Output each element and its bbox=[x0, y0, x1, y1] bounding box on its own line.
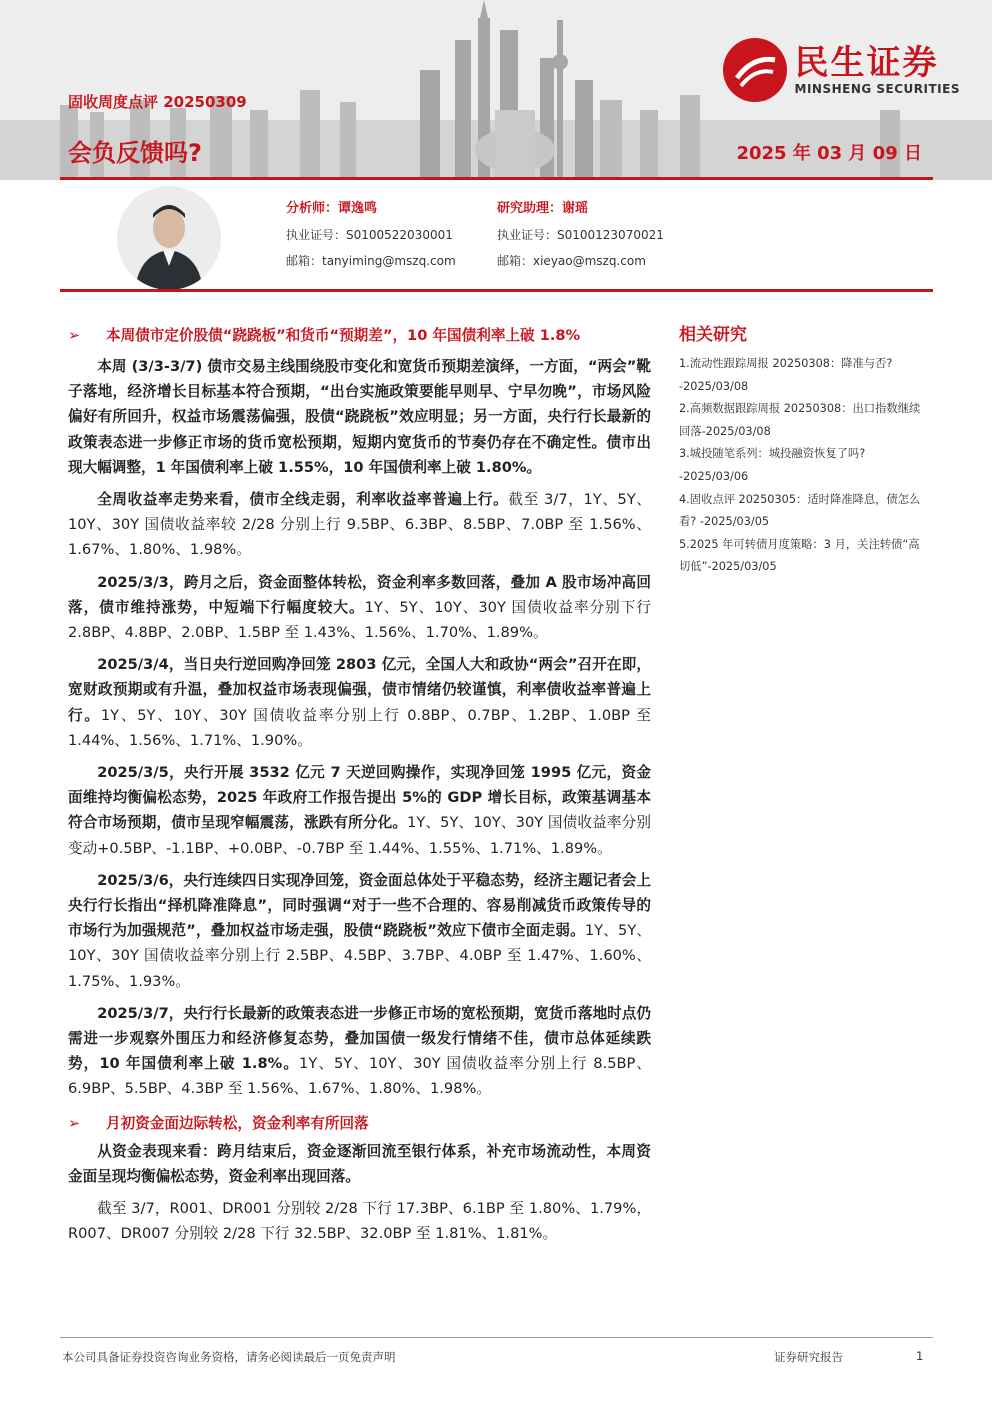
paragraph: 全周收益率走势来看，债市全线走弱，利率收益率普遍上行。截至 3/7，1Y、5Y、10Y、30Y 国债收益率较 2/28 分别上行 9.5BP、6.3BP、8.5BP、7.0BP 至 1.56%、1.67%、1.80%、1.98%。 bbox=[68, 491, 651, 559]
analyst-name: 分析师：谭逸鸣 bbox=[286, 201, 378, 216]
analyst-email: 邮箱：tanyiming@mszq.com bbox=[286, 254, 456, 268]
paragraph: 从资金表现来看：跨月结束后，资金逐渐回流至银行体系，补充市场流动性，本周资金面呈现均衡偏松态势，资金利率出现回落。 bbox=[68, 1142, 651, 1185]
paragraph: 2025/3/4，当日央行逆回购净回笼 2803 亿元，全国人大和政协“两会”召开在即，宽财政预期或有升温，叠加权益市场表现偏强，债市情绪仍较谨慎，利率债收益率普遍上行。1Y、5Y、10Y、30Y 国债收益率分别上行 0.8BP、0.7BP、1.2BP、1.0BP 至 1.44%、1.56%、1.71%、1.90%。 bbox=[68, 656, 651, 749]
main-content bbox=[68, 318, 651, 1254]
related-research-sidebar bbox=[679, 320, 929, 579]
arrow-icon: ➢ bbox=[68, 327, 81, 345]
assistant-email: 邮箱：xieyao@mszq.com bbox=[497, 254, 646, 268]
logo-chinese-name: 民生证券 bbox=[794, 43, 939, 83]
analyst-info-2 bbox=[497, 196, 664, 274]
analyst-avatar bbox=[117, 186, 221, 290]
report-date: 2025 年 03 月 09 日 bbox=[736, 143, 922, 164]
related-research-item[interactable]: 4.固收点评 20250305：适时降准降息，债怎么看? -2025/03/05 bbox=[679, 492, 921, 529]
paragraph: 2025/3/6，央行连续四日实现净回笼，资金面总体处于平稳态势，经济主题记者会上央行行长指出“择机降准降息”，同时强调“对于一些不合理的、容易削减货币政策传导的市场行为加强规范”，叠加权益市场走强，股债“跷跷板”效应下债市全面走弱。1Y、5Y、10Y、30Y 国债收益率分别上行 2.5BP、4.5BP、3.7BP、4.0BP 至 1.47%、1.60%、1.75%、1.93%。 bbox=[68, 871, 652, 990]
section-title: 本周债市定价股债“跷跷板”和货币“预期差”，10 年国债利率上破 1.8% bbox=[106, 327, 581, 345]
related-research-item[interactable]: 5.2025 年可转债月度策略：3 月，关注转债“高切低”-2025/03/05 bbox=[679, 537, 920, 574]
analyst-divider bbox=[60, 289, 933, 292]
section-title: 月初资金面边际转松，资金利率有所回落 bbox=[106, 1115, 369, 1133]
related-research-item[interactable]: 3.城投随笔系列：城投融资恢复了吗? -2025/03/06 bbox=[679, 447, 866, 483]
paragraph: 2025/3/3，跨月之后，资金面整体转松，资金利率多数回落，叠加 A 股市场冲高回落，债市维持涨势，中短端下行幅度较大。1Y、5Y、10Y、30Y 国债收益率分别下行 2.8BP、4.8BP、2.0BP、1.5BP 至 1.43%、1.56%、1.70%、1.89%。 bbox=[68, 573, 651, 642]
minsheng-logo-icon bbox=[723, 38, 787, 102]
assistant-name: 研究助理：谢瑶 bbox=[497, 201, 589, 216]
footer-disclaimer: 本公司具备证券投资咨询业务资格，请务必阅读最后一页免责声明 bbox=[62, 1350, 396, 1364]
paragraph: 2025/3/7，央行行长最新的政策表态进一步修正市场的宽松预期，宽货币落地时点仍需进一步观察外围压力和经济修复态势，叠加国债一级发行情绪不佳，债市总体延续跌势，10 年国债利率上破 1.8%。1Y、5Y、10Y、30Y 国债收益率分别上行 8.5BP、6.9BP、5.5BP、4.3BP 至 1.56%、1.67%、1.80%、1.98%。 bbox=[68, 1004, 651, 1098]
related-research-item[interactable]: 1.流动性跟踪周报 20250308：降准与否? -2025/03/08 bbox=[679, 357, 893, 393]
page-number: 1 bbox=[916, 1349, 924, 1363]
paragraph: 截至 3/7，R001、DR001 分别较 2/28 下行 17.3BP、6.1BP 至 1.80%、1.79%，R007、DR007 分别较 2/28 下行 32.5BP、32.0BP 至 1.81%、1.81%。 bbox=[68, 1200, 651, 1243]
related-research-item[interactable]: 2.高频数据跟踪周报 20250308：出口指数继续回落-2025/03/08 bbox=[679, 402, 921, 438]
report-title: 会负反馈吗? bbox=[68, 139, 202, 167]
company-logo bbox=[723, 38, 961, 102]
section-heading-2 bbox=[68, 1109, 651, 1139]
report-series: 固收周度点评 20250309 bbox=[68, 93, 247, 111]
paragraph: 2025/3/5，央行开展 3532 亿元 7 天逆回购操作，实现净回笼 1995 亿元，资金面维持均衡偏松态势，2025 年政府工作报告提出 5%的 GDP 增长目标，政策基调基本符合市场预期，债市呈现窄幅震荡，涨跌有所分化。1Y、5Y、10Y、30Y 国债收益率分别变动+0.5BP、-1.1BP、+0.0BP、-0.7BP 至 1.44%、1.55%、1.71%、1.89%。 bbox=[68, 764, 651, 857]
footer-report-type: 证券研究报告 bbox=[774, 1350, 843, 1364]
related-research-title: 相关研究 bbox=[679, 325, 747, 345]
logo-english-name: MINSHENG SECURITIES bbox=[794, 82, 960, 96]
footer-divider bbox=[60, 1337, 933, 1338]
analyst-info-1 bbox=[286, 196, 456, 274]
arrow-icon: ➢ bbox=[68, 1115, 81, 1133]
section-heading-1 bbox=[68, 318, 651, 354]
header-divider bbox=[60, 177, 933, 180]
analyst-license: 执业证号：S0100522030001 bbox=[286, 228, 453, 242]
paragraph: 本周 (3/3-3/7) 债市交易主线围绕股市变化和宽货币预期差演绎，一方面，“两会”靴子落地，经济增长目标基本符合预期，“出台实施政策要能早则早、宁早勿晚”，市场风险偏好有所回升，权益市场震荡偏强，股债“跷跷板”效应明显；另一方面，央行行长最新的政策表态进一步修正市场的货币宽松预期，短期内宽货币的节奏仍存在不确定性。债市出现大幅调整，1 年国债利率上破 1.55%，10 年国债利率上破 1.80%。 bbox=[68, 358, 651, 476]
assistant-license: 执业证号：S0100123070021 bbox=[497, 228, 664, 242]
